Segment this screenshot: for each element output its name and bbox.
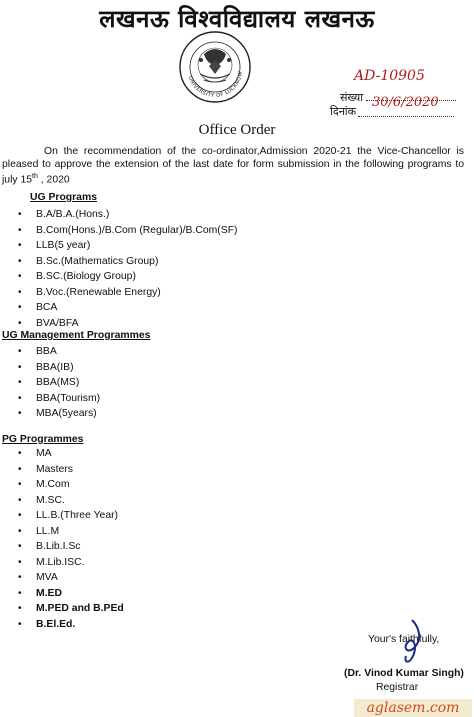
- list-item-label: M.Lib.ISC.: [36, 556, 85, 568]
- bullet: •: [18, 448, 22, 459]
- bullet: •: [18, 286, 22, 298]
- bullet: •: [18, 392, 22, 404]
- section-title-pg: PG Programmes: [2, 434, 84, 445]
- main-paragraph: [2, 146, 464, 187]
- ug-management-list: [18, 344, 458, 422]
- list-item: [18, 586, 458, 602]
- bullet: •: [18, 541, 22, 552]
- list-item-label: LL.B.(Three Year): [36, 510, 119, 521]
- bullet: •: [18, 556, 22, 568]
- list-item: [18, 223, 458, 239]
- bullet: •: [18, 224, 22, 236]
- list-item-label: BCA: [36, 302, 58, 313]
- bullet: •: [18, 463, 22, 475]
- list-item: [18, 477, 458, 493]
- closing-text: Your's faithfully,: [368, 634, 440, 645]
- list-item: [18, 555, 458, 571]
- list-item-label: B.Lib.I.Sc: [36, 541, 81, 552]
- list-item-label: LL.M: [36, 525, 60, 537]
- bullet: •: [18, 240, 22, 251]
- bullet: •: [18, 271, 22, 282]
- list-item-label: MA: [36, 448, 52, 459]
- list-item: [18, 539, 458, 555]
- bullet: •: [18, 603, 22, 614]
- bullet: •: [18, 317, 22, 329]
- bullet: •: [18, 494, 22, 506]
- university-seal-icon: [178, 30, 252, 104]
- seal-lettering: UNIVERSITY OF LUCKNOW: [186, 70, 245, 100]
- bullet: •: [18, 572, 22, 583]
- list-item: [18, 316, 458, 332]
- list-item: [18, 493, 458, 509]
- handwritten-signature-icon: [392, 618, 432, 666]
- bullet: •: [18, 510, 22, 521]
- reference-number-label: संख्या: [340, 91, 364, 104]
- bullet: •: [18, 209, 22, 220]
- list-item: [18, 524, 458, 540]
- paragraph-end: , 2020: [37, 174, 70, 186]
- list-item: [18, 406, 458, 422]
- list-item: [18, 601, 458, 617]
- bullet: •: [18, 346, 22, 357]
- list-item: [18, 344, 458, 360]
- bullet: •: [18, 618, 22, 630]
- list-item: [18, 462, 458, 478]
- list-item: [18, 254, 458, 270]
- list-item-label: BBA(IB): [36, 361, 74, 373]
- list-item: [18, 391, 458, 407]
- reference-number-value: AD-10905: [354, 68, 425, 84]
- bullet: •: [18, 408, 22, 419]
- list-item: [18, 238, 458, 254]
- list-item-label: M.Com: [36, 479, 70, 490]
- university-header: लखनऊ विश्वविद्यालय लखनऊ: [99, 5, 375, 33]
- list-item-label: BBA(MS): [36, 377, 80, 388]
- list-item: [18, 300, 458, 316]
- list-item: [18, 508, 458, 524]
- list-item-label: MVA: [36, 572, 58, 583]
- list-item: [18, 375, 458, 391]
- list-item: [18, 446, 458, 462]
- list-item-label: BVA/BFA: [36, 317, 79, 329]
- document-title: Office Order: [198, 122, 276, 138]
- bullet: •: [18, 479, 22, 490]
- bullet: •: [18, 361, 22, 373]
- bullet: •: [18, 587, 22, 599]
- section-title-ug: UG Programs: [30, 192, 97, 203]
- list-item-label: B.Sc.(Mathematics Group): [36, 255, 159, 267]
- list-item-label: B.A/B.A.(Hons.): [36, 209, 110, 220]
- watermark-badge: aglasem.com: [354, 699, 472, 717]
- date-underline: [358, 116, 454, 117]
- paragraph-superscript: th: [32, 173, 38, 180]
- list-item-label: BBA: [36, 346, 57, 357]
- list-item-label: M.PED and B.PEd: [36, 603, 124, 614]
- list-item-label: B.Voc.(Renewable Energy): [36, 286, 161, 298]
- list-item: [18, 269, 458, 285]
- list-item: [18, 285, 458, 301]
- list-item-label: LLB(5 year): [36, 240, 91, 251]
- list-item: [18, 570, 458, 586]
- signatory-name: (Dr. Vinod Kumar Singh): [344, 668, 464, 679]
- paragraph-text: On the recommendation of the co-ordinator,Admission 2020-21 the Vice-Chancellor is pleased to approve the extension of the last date for form submission in the following programs to july 15: [2, 146, 464, 186]
- pg-program-list: [18, 446, 458, 632]
- date-label: दिनांक: [330, 105, 357, 118]
- section-title-ug-management: UG Management Programmes: [2, 330, 151, 341]
- list-item-label: M.ED: [36, 587, 62, 599]
- bullet: •: [18, 255, 22, 267]
- list-item-label: BBA(Tourism): [36, 392, 101, 404]
- list-item-label: B.El.Ed.: [36, 618, 76, 630]
- list-item-label: B.SC.(Biology Group): [36, 271, 136, 282]
- list-item-label: Masters: [36, 463, 73, 475]
- bullet: •: [18, 377, 22, 388]
- bullet: •: [18, 525, 22, 537]
- list-item: [18, 207, 458, 223]
- signatory-designation: Registrar: [376, 682, 419, 693]
- list-item: [18, 360, 458, 376]
- list-item-label: MBA(5years): [36, 408, 97, 419]
- bullet: •: [18, 302, 22, 313]
- list-item-label: M.SC.: [36, 494, 65, 506]
- date-value: 30/6/2020: [372, 95, 439, 110]
- list-item-label: B.Com(Hons.)/B.Com (Regular)/B.Com(SF): [36, 224, 238, 236]
- ug-program-list: [18, 207, 458, 331]
